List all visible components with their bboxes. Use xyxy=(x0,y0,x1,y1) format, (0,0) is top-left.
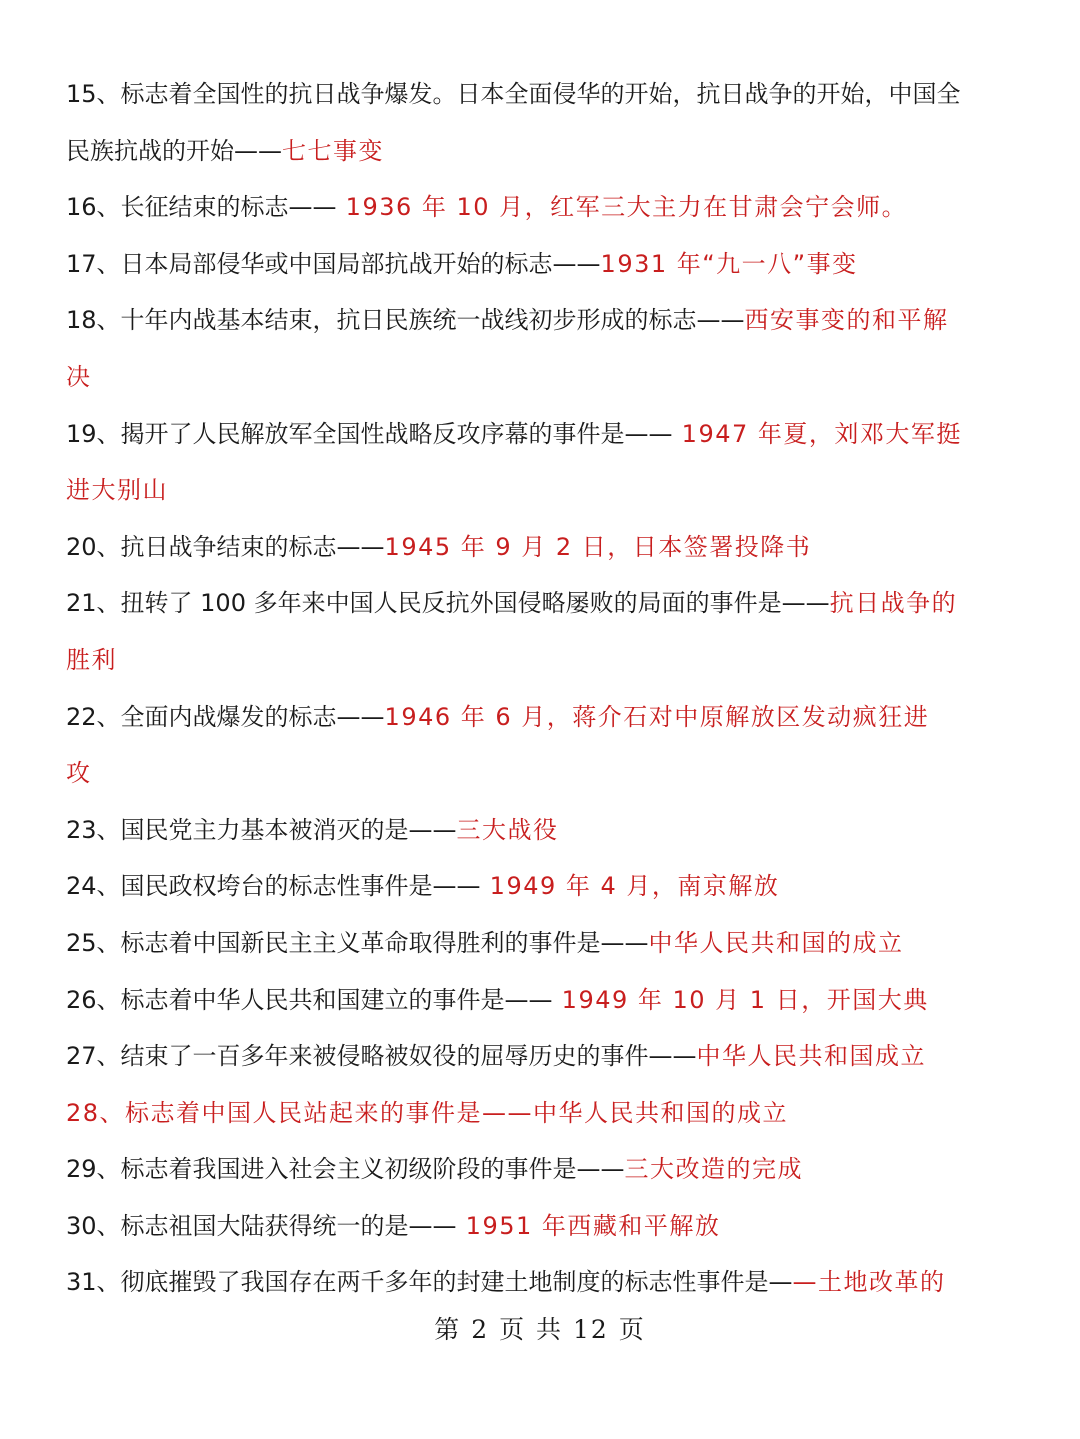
question-text: 16、长征结束的标志—— xyxy=(66,193,337,222)
qa-line xyxy=(66,406,1016,463)
question-text: 23、国民党主力基本被消灭的是—— xyxy=(66,815,457,844)
qa-line xyxy=(66,292,1016,349)
answer-text: 进大别山 xyxy=(66,476,168,505)
page-footer: 第 2 页 共 12 页 xyxy=(434,1315,646,1344)
qa-line xyxy=(66,123,1016,180)
qa-line xyxy=(66,972,1016,1029)
qa-line xyxy=(66,462,1016,519)
qa-line xyxy=(66,519,1016,576)
answer-text: 三大改造的完成 xyxy=(624,1155,804,1184)
answer-text: 抗日战争的 xyxy=(829,589,958,618)
answer-text: 中华人民共和国成立 xyxy=(696,1042,927,1071)
answer-text: 1949 年 4 月，南京解放 xyxy=(480,872,780,901)
question-text: 18、十年内战基本结束，抗日民族统一战线初步形成的标志—— xyxy=(66,306,745,335)
answer-text: —土地改革的 xyxy=(792,1268,946,1297)
answer-text: 1949 年 10 月 1 日，开国大典 xyxy=(552,985,929,1014)
qa-line xyxy=(66,179,1016,236)
answer-text: 中华人民共和国的成立 xyxy=(648,928,904,957)
qa-list xyxy=(66,66,1016,1311)
qa-line xyxy=(66,802,1016,859)
question-text: 22、全面内战爆发的标志—— xyxy=(66,702,385,731)
answer-text: 1945 年 9 月 2 日，日本签署投降书 xyxy=(384,532,812,561)
answer-text: 1946 年 6 月，蒋介石对中原解放区发动疯狂进 xyxy=(384,702,930,731)
qa-line xyxy=(66,858,1016,915)
question-text: 民族抗战的开始—— xyxy=(66,136,282,165)
answer-text: 1936 年 10 月，红军三大主力在甘肃会宁会师。 xyxy=(336,193,908,222)
answer-text: 胜利 xyxy=(66,645,117,674)
question-text: 27、结束了一百多年来被侵略被奴役的屈辱历史的事件—— xyxy=(66,1042,697,1071)
qa-line xyxy=(66,632,1016,689)
answer-text: 三大战役 xyxy=(456,815,559,844)
question-text: 24、国民政权垮台的标志性事件是—— xyxy=(66,872,481,901)
qa-line xyxy=(66,575,1016,632)
question-text: 17、日本局部侵华或中国局部抗战开始的标志—— xyxy=(66,249,601,278)
qa-line xyxy=(66,349,1016,406)
question-text: 30、标志祖国大陆获得统一的是—— xyxy=(66,1211,457,1240)
question-text: 31、彻底摧毁了我国存在两千多年的封建土地制度的标志性事件是— xyxy=(66,1268,793,1297)
question-text: 19、揭开了人民解放军全国性战略反攻序幕的事件是—— xyxy=(66,419,673,448)
question-text: 15、标志着全国性的抗日战争爆发。日本全面侵华的开始，抗日战争的开始，中国全 xyxy=(66,80,961,108)
qa-line xyxy=(66,1028,1016,1085)
qa-line xyxy=(66,915,1016,972)
qa-line xyxy=(66,1085,1016,1142)
qa-line xyxy=(66,236,1016,293)
answer-text: 决 xyxy=(66,362,92,391)
answer-text: 攻 xyxy=(66,759,92,788)
qa-line xyxy=(66,745,1016,802)
question-text: 25、标志着中国新民主主义革命取得胜利的事件是—— xyxy=(66,928,649,957)
answer-text: 1951 年西藏和平解放 xyxy=(456,1211,721,1240)
question-text: 21、扭转了 100 多年来中国人民反抗外国侵略屡败的局面的事件是—— xyxy=(66,589,830,618)
answer-text: 1931 年“九一八”事变 xyxy=(600,249,858,278)
question-text: 29、标志着我国进入社会主义初级阶段的事件是—— xyxy=(66,1155,625,1184)
answer-text: 七七事变 xyxy=(282,136,384,165)
answer-text: 西安事变的和平解 xyxy=(744,306,949,335)
qa-line xyxy=(66,1254,1016,1311)
qa-line xyxy=(66,1141,1016,1198)
question-text: 26、标志着中华人民共和国建立的事件是—— xyxy=(66,985,553,1014)
answer-text: 1947 年夏，刘邓大军挺 xyxy=(672,419,962,448)
question-text: 28、标志着中国人民站起来的事件是——中华人民共和国的成立 xyxy=(66,1098,789,1127)
qa-line xyxy=(66,689,1016,746)
qa-line xyxy=(66,1198,1016,1255)
qa-line xyxy=(66,66,1016,123)
question-text: 20、抗日战争结束的标志—— xyxy=(66,532,385,561)
